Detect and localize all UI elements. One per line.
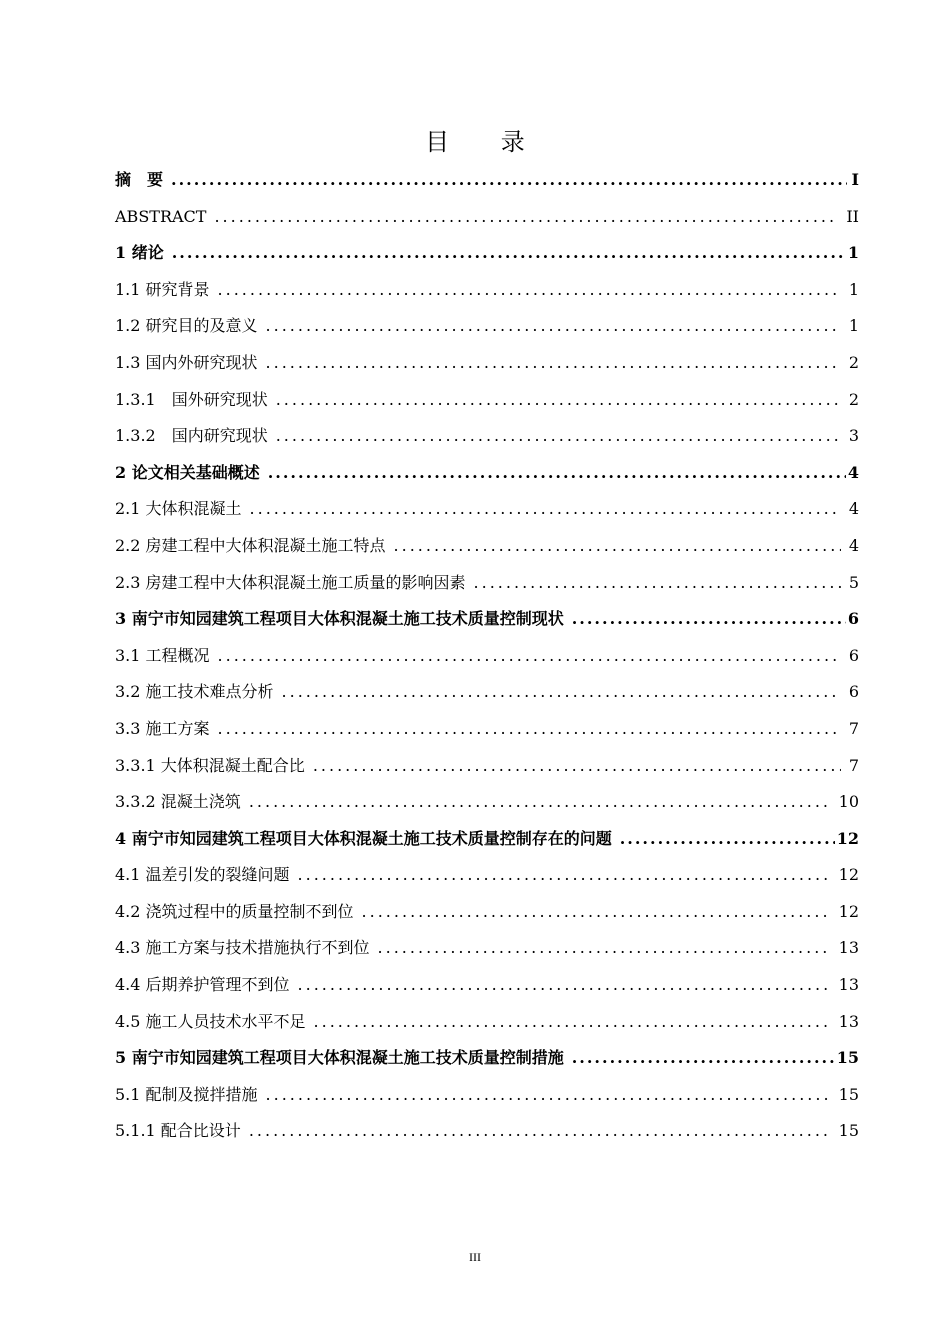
toc-entry[interactable] xyxy=(115,821,859,858)
toc-dot-leader xyxy=(266,308,841,345)
toc-entry[interactable] xyxy=(115,235,859,272)
toc-entry[interactable] xyxy=(115,1077,859,1114)
toc-entry-label: 3.3.1 大体积混凝土配合比 xyxy=(115,755,305,775)
toc-entry-page: 6 xyxy=(848,682,859,702)
toc-dot-leader xyxy=(276,418,841,455)
toc-entry-page: 15 xyxy=(836,1048,859,1068)
toc-entry-label: 5.1 配制及搅拌措施 xyxy=(115,1084,258,1104)
toc-dot-leader xyxy=(266,1077,831,1114)
toc-entry-page: 1 xyxy=(848,316,859,336)
toc-dot-leader xyxy=(249,784,831,821)
toc-dot-leader xyxy=(620,821,835,858)
toc-entry[interactable] xyxy=(115,894,859,931)
toc-entry-label: 1.2 研究目的及意义 xyxy=(115,316,258,336)
toc-entry-label: 4 南宁市知园建筑工程项目大体积混凝土施工技术质量控制存在的问题 xyxy=(115,828,612,848)
toc-dot-leader xyxy=(276,382,841,419)
toc-entry-label: 3 南宁市知园建筑工程项目大体积混凝土施工技术质量控制现状 xyxy=(115,609,564,629)
toc-entry-label: 1.1 研究背景 xyxy=(115,279,210,299)
toc-entry-page: 3 xyxy=(848,426,859,446)
toc-entry-label: 4.5 施工人员技术水平不足 xyxy=(115,1011,306,1031)
toc-entry-page: 6 xyxy=(848,645,859,665)
toc-entry-page: 2 xyxy=(848,352,859,372)
toc-entry[interactable] xyxy=(115,565,859,602)
toc-entry-label: 5 南宁市知园建筑工程项目大体积混凝土施工技术质量控制措施 xyxy=(115,1048,564,1068)
toc-entry[interactable] xyxy=(115,382,859,419)
toc-entry-label: 摘 要 xyxy=(115,170,164,189)
toc-dot-leader xyxy=(172,235,846,272)
toc-entry-page: 7 xyxy=(848,718,859,738)
toc-entry-label: 1 绪论 xyxy=(115,243,164,263)
toc-entry-label: 2.2 房建工程中大体积混凝土施工特点 xyxy=(115,535,386,555)
toc-entry-label: 3.3 施工方案 xyxy=(115,718,210,738)
toc-entry-page: 4 xyxy=(848,535,859,555)
toc-entry-page: 4 xyxy=(848,499,859,519)
toc-entry-page: 10 xyxy=(838,792,859,812)
toc-entry[interactable] xyxy=(115,967,859,1004)
toc-entry-page: 12 xyxy=(838,865,859,885)
toc-dot-leader xyxy=(218,711,841,748)
toc-entry[interactable] xyxy=(115,528,859,565)
toc-entry-label: 3.1 工程概况 xyxy=(115,645,210,665)
toc-entry-page: 4 xyxy=(847,462,859,482)
toc-entry[interactable] xyxy=(115,345,859,382)
toc-entry-label: 2.3 房建工程中大体积混凝土施工质量的影响因素 xyxy=(115,572,466,592)
toc-entry-label: ABSTRACT xyxy=(115,206,207,226)
toc-entry-label: 4.2 浇筑过程中的质量控制不到位 xyxy=(115,901,354,921)
toc-entry[interactable] xyxy=(115,638,859,675)
toc-entry[interactable] xyxy=(115,1113,859,1150)
toc-entry[interactable] xyxy=(115,601,859,638)
toc-entry-page: II xyxy=(846,206,859,226)
toc-entry[interactable] xyxy=(115,491,859,528)
toc-entry-page: 13 xyxy=(838,938,859,958)
toc-entry-page: 1 xyxy=(848,279,859,299)
toc-entry[interactable] xyxy=(115,1040,859,1077)
toc-title: 目 录 xyxy=(425,128,547,156)
toc-entry-label: 1.3.1 国外研究现状 xyxy=(115,389,268,409)
toc-entry-label: 4.4 后期养护管理不到位 xyxy=(115,975,290,995)
toc-entry-label: 2.1 大体积混凝土 xyxy=(115,499,242,519)
toc-entry[interactable] xyxy=(115,455,859,492)
toc-dot-leader xyxy=(572,601,846,638)
page-number: III xyxy=(469,1250,481,1264)
toc-dot-leader xyxy=(298,967,831,1004)
toc-dot-leader xyxy=(378,930,831,967)
toc-entry[interactable] xyxy=(115,930,859,967)
toc-entry-label: 3.2 施工技术难点分析 xyxy=(115,682,274,702)
toc-dot-leader xyxy=(218,638,841,675)
toc-entry[interactable] xyxy=(115,418,859,455)
toc-entry[interactable] xyxy=(115,674,859,711)
toc-entry[interactable] xyxy=(115,308,859,345)
toc-entry-page: 15 xyxy=(838,1084,859,1104)
toc-entry[interactable] xyxy=(115,272,859,309)
toc-entry-label: 4.1 温差引发的裂缝问题 xyxy=(115,865,290,885)
toc-entry[interactable] xyxy=(115,162,859,199)
toc-entry-page: 12 xyxy=(838,901,859,921)
toc-dot-leader xyxy=(313,748,841,785)
toc-dot-leader xyxy=(214,199,838,236)
toc-dot-leader xyxy=(314,1004,831,1041)
toc-dot-leader xyxy=(266,345,841,382)
table-of-contents xyxy=(115,162,859,1150)
toc-entry-page: 13 xyxy=(838,975,859,995)
toc-entry[interactable] xyxy=(115,857,859,894)
toc-dot-leader xyxy=(282,674,841,711)
toc-entry-page: 2 xyxy=(848,389,859,409)
toc-entry-page: 12 xyxy=(836,828,859,848)
toc-entry-label: 1.3.2 国内研究现状 xyxy=(115,426,268,446)
toc-entry-page: I xyxy=(851,170,859,189)
toc-dot-leader xyxy=(572,1040,835,1077)
toc-dot-leader xyxy=(218,272,841,309)
toc-dot-leader xyxy=(298,857,831,894)
toc-entry-page: 7 xyxy=(848,755,859,775)
toc-dot-leader xyxy=(250,491,841,528)
toc-entry-page: 1 xyxy=(847,243,859,263)
toc-entry[interactable] xyxy=(115,748,859,785)
toc-entry-label: 3.3.2 混凝土浇筑 xyxy=(115,792,241,812)
toc-entry[interactable] xyxy=(115,199,859,236)
toc-dot-leader xyxy=(394,528,841,565)
toc-dot-leader xyxy=(268,455,846,492)
toc-dot-leader xyxy=(249,1113,831,1150)
toc-entry[interactable] xyxy=(115,784,859,821)
toc-entry-page: 13 xyxy=(838,1011,859,1031)
toc-entry[interactable] xyxy=(115,711,859,748)
toc-dot-leader xyxy=(362,894,831,931)
toc-entry-page: 6 xyxy=(847,609,859,629)
toc-entry-label: 1.3 国内外研究现状 xyxy=(115,352,258,372)
toc-entry-label: 4.3 施工方案与技术措施执行不到位 xyxy=(115,938,370,958)
toc-entry[interactable] xyxy=(115,1004,859,1041)
toc-dot-leader xyxy=(171,162,847,199)
toc-entry-label: 5.1.1 配合比设计 xyxy=(115,1121,241,1141)
toc-entry-page: 15 xyxy=(838,1121,859,1141)
toc-entry-label: 2 论文相关基础概述 xyxy=(115,462,260,482)
toc-dot-leader xyxy=(474,565,841,602)
toc-entry-page: 5 xyxy=(848,572,859,592)
